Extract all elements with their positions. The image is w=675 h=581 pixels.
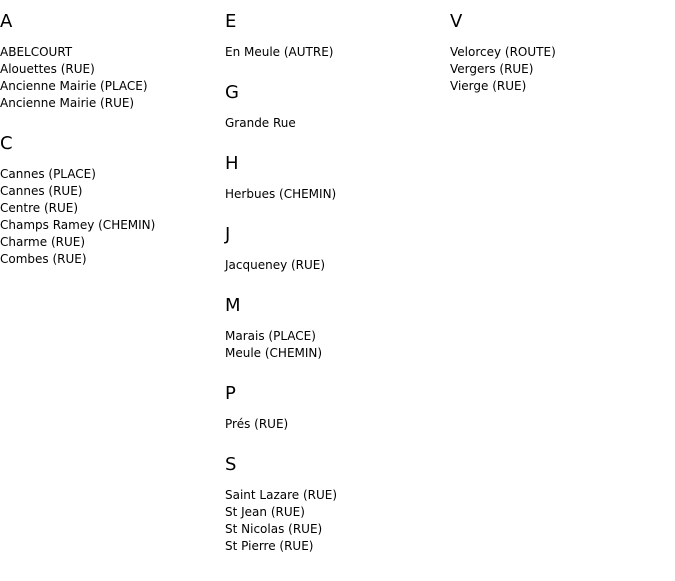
street-link[interactable]: Velorcey (ROUTE) xyxy=(450,45,556,59)
street-list-item xyxy=(225,115,450,132)
street-list-item xyxy=(225,487,450,504)
street-list xyxy=(225,328,450,362)
street-list-item xyxy=(0,44,225,61)
street-link[interactable]: Saint Lazare (RUE) xyxy=(225,488,338,502)
street-list-item xyxy=(225,44,450,61)
street-link[interactable]: Ancienne Mairie (RUE) xyxy=(0,96,135,110)
street-link[interactable]: Grande Rue xyxy=(225,116,296,130)
street-link[interactable]: ABELCOURT xyxy=(0,45,73,59)
street-list xyxy=(225,115,450,132)
street-link[interactable]: Alouettes (RUE) xyxy=(0,62,95,76)
street-list-item xyxy=(450,44,675,61)
street-index-column-3 xyxy=(450,0,675,105)
street-list-item xyxy=(225,538,450,555)
street-list-item xyxy=(225,186,450,203)
letter-group-m xyxy=(225,284,450,362)
letter-heading: E xyxy=(225,11,237,32)
street-link[interactable]: Marais (PLACE) xyxy=(225,329,316,343)
letter-group-h xyxy=(225,142,450,203)
street-link[interactable]: En Meule (AUTRE) xyxy=(225,45,334,59)
street-list xyxy=(0,44,225,112)
letter-group-g xyxy=(225,71,450,132)
street-link[interactable]: St Nicolas (RUE) xyxy=(225,522,323,536)
street-list xyxy=(225,186,450,203)
street-list xyxy=(450,44,675,95)
street-link[interactable]: Jacqueney (RUE) xyxy=(225,258,326,272)
street-link[interactable]: Centre (RUE) xyxy=(0,201,79,215)
street-link[interactable]: St Pierre (RUE) xyxy=(225,539,314,553)
street-list-item xyxy=(0,217,225,234)
street-link[interactable]: Champs Ramey (CHEMIN) xyxy=(0,218,156,232)
letter-group-c xyxy=(0,122,225,268)
letter-group-v xyxy=(450,0,675,95)
street-link[interactable]: Meule (CHEMIN) xyxy=(225,346,323,360)
letter-heading: M xyxy=(225,295,241,316)
letter-group-a xyxy=(0,0,225,112)
street-list-item xyxy=(225,521,450,538)
street-link[interactable]: Combes (RUE) xyxy=(0,252,87,266)
street-link[interactable]: St Jean (RUE) xyxy=(225,505,305,519)
letter-heading: J xyxy=(225,224,231,245)
street-index-column-2 xyxy=(225,0,450,565)
street-list-item xyxy=(225,328,450,345)
street-link[interactable]: Prés (RUE) xyxy=(225,417,289,431)
street-list-item xyxy=(450,61,675,78)
street-list xyxy=(225,487,450,555)
street-link[interactable]: Vierge (RUE) xyxy=(450,79,527,93)
street-list-item xyxy=(0,95,225,112)
street-link[interactable]: Herbues (CHEMIN) xyxy=(225,187,337,201)
street-list xyxy=(225,257,450,274)
letter-group-j xyxy=(225,213,450,274)
street-list xyxy=(225,416,450,433)
street-list-item xyxy=(225,257,450,274)
street-list-item xyxy=(0,200,225,217)
street-list-item xyxy=(225,345,450,362)
street-link[interactable]: Charme (RUE) xyxy=(0,235,86,249)
street-list-item xyxy=(225,504,450,521)
letter-heading: V xyxy=(450,11,463,32)
street-list-item xyxy=(0,166,225,183)
letter-group-p xyxy=(225,372,450,433)
letter-heading: A xyxy=(0,11,13,32)
street-list-item xyxy=(0,183,225,200)
street-index-column-1 xyxy=(0,0,225,278)
letter-heading: C xyxy=(0,133,13,154)
street-list-item xyxy=(0,61,225,78)
letter-heading: G xyxy=(225,82,239,103)
letter-heading: P xyxy=(225,383,236,404)
street-list xyxy=(225,44,450,61)
letter-group-e xyxy=(225,0,450,61)
street-list-item xyxy=(225,416,450,433)
letter-heading: S xyxy=(225,454,237,475)
street-link[interactable]: Cannes (RUE) xyxy=(0,184,83,198)
street-list xyxy=(0,166,225,268)
street-list-item xyxy=(0,251,225,268)
street-link[interactable]: Cannes (PLACE) xyxy=(0,167,96,181)
letter-group-s xyxy=(225,443,450,555)
street-list-item xyxy=(0,234,225,251)
letter-heading: H xyxy=(225,153,239,174)
street-link[interactable]: Vergers (RUE) xyxy=(450,62,534,76)
street-link[interactable]: Ancienne Mairie (PLACE) xyxy=(0,79,148,93)
street-list-item xyxy=(450,78,675,95)
street-list-item xyxy=(0,78,225,95)
